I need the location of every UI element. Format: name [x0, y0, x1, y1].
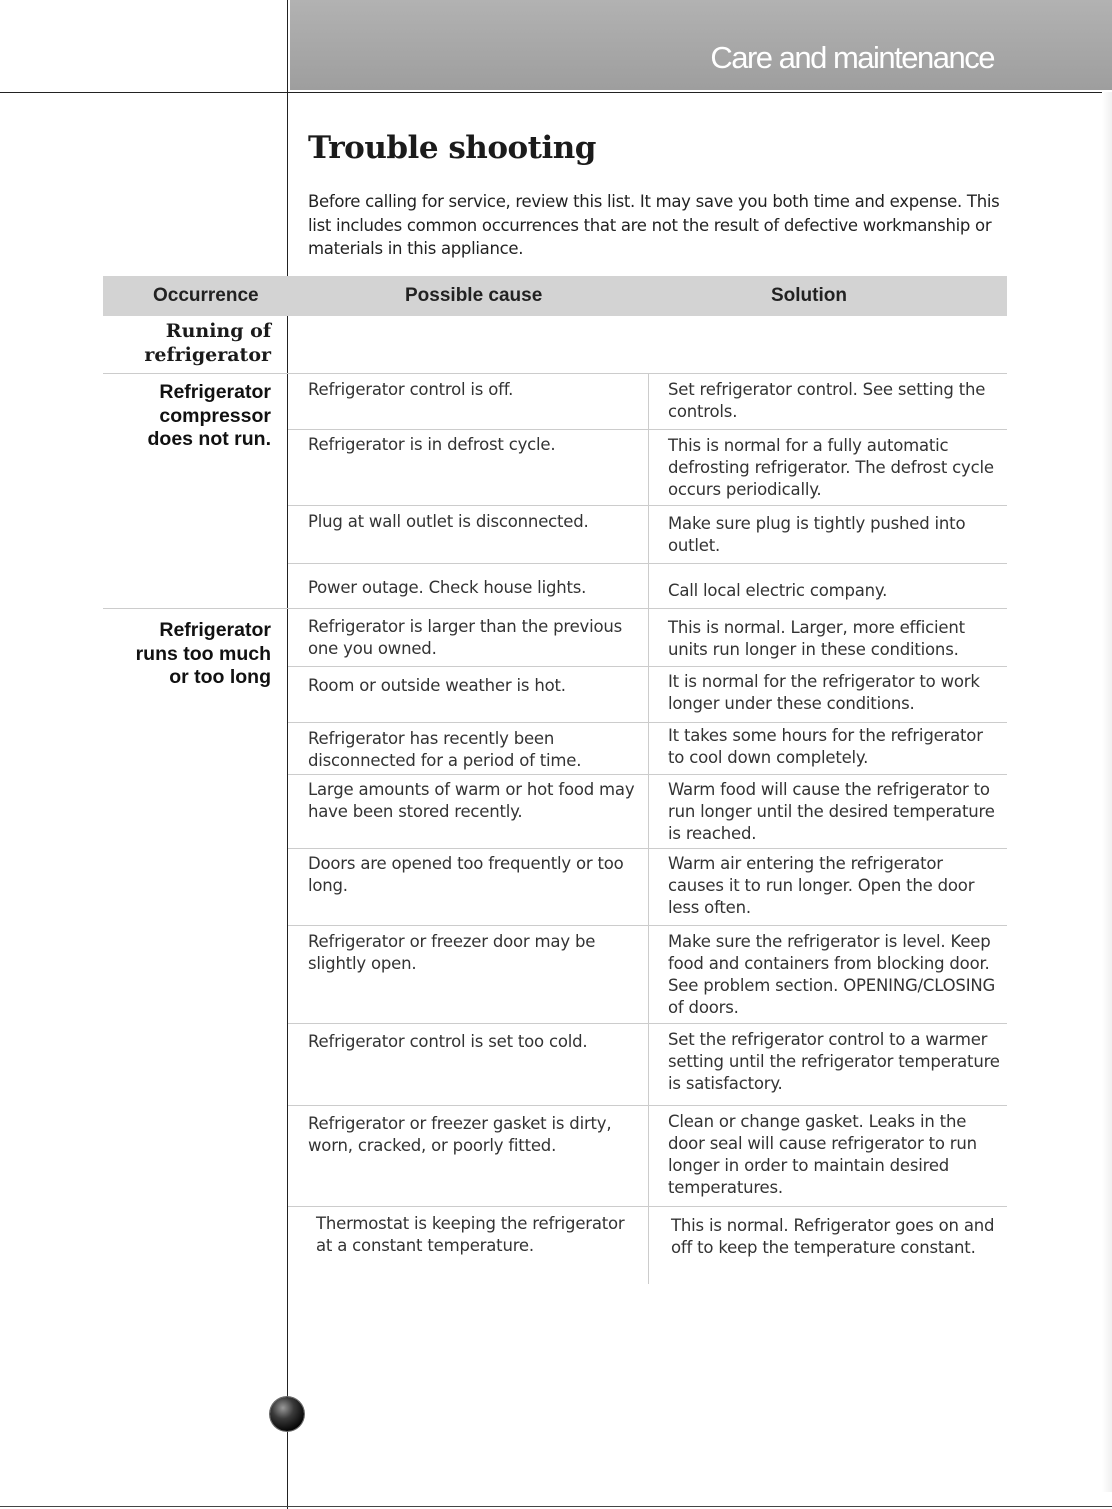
header-possible-cause: Possible cause	[405, 285, 543, 306]
section-label: Runing of refrigerator	[144, 320, 271, 366]
page-title: Trouble shooting	[308, 130, 596, 166]
table-row-cause: Room or outside weather is hot.	[308, 676, 566, 695]
row-separator	[288, 666, 1007, 667]
table-row-cause: Thermostat is keeping the refrigerator at a constant temperature.	[316, 1214, 625, 1255]
table-row-solution: Clean or change gasket. Leaks in the door seal will cause refrigerator to run longer in order to maintain desired temperatures.	[668, 1112, 977, 1197]
table-row-cause: Refrigerator has recently been disconnected for a period of time.	[308, 729, 582, 770]
row-separator	[288, 505, 1007, 506]
table-row-solution: Call local electric company.	[668, 581, 888, 600]
table-row-solution: Warm air entering the refrigerator causes it to run longer. Open the door less often.	[668, 854, 975, 917]
page-marker-dot	[270, 1397, 304, 1431]
table-row-cause: Refrigerator or freezer door may be slightly open.	[308, 932, 596, 973]
table-row-solution: This is normal. Larger, more efficient units run longer in these conditions.	[668, 618, 965, 659]
row-separator	[288, 925, 1007, 926]
row-separator	[288, 774, 1007, 775]
table-row-solution: Set the refrigerator control to a warmer setting until the refrigerator temperature is satisfactory.	[668, 1030, 1000, 1093]
bottom-rule	[0, 1506, 1112, 1507]
intro-paragraph: Before calling for service, review this list. It may save you both time and expense. This list includes common occurrences that are not the result of defective workmanship or materials in this appliance.	[308, 192, 1000, 258]
row-separator	[288, 848, 1007, 849]
top-rule	[0, 92, 1112, 93]
table-row-cause: Doors are opened too frequently or too long.	[308, 854, 624, 895]
occurrence-runs-too-long: Refrigerator runs too much or too long	[135, 619, 271, 688]
table-row-solution: Set refrigerator control. See setting the controls.	[668, 380, 986, 421]
header-solution: Solution	[771, 285, 847, 306]
column-divider	[648, 374, 649, 1284]
table-row-cause: Refrigerator is larger than the previous one you owned.	[308, 617, 623, 658]
table-row-cause: Power outage. Check house lights.	[308, 578, 587, 597]
table-row-cause: Refrigerator control is off.	[308, 380, 514, 399]
table-row-solution: Make sure plug is tightly pushed into outlet.	[668, 514, 966, 555]
row-separator	[103, 373, 1007, 374]
table-row-solution: It takes some hours for the refrigerator to cool down completely.	[668, 726, 983, 767]
table-row-solution: Make sure the refrigerator is level. Keep food and containers from blocking door. See problem section. OPENING/CLOSING of doors.	[668, 932, 996, 1017]
table-row-solution: This is normal for a fully automatic defrosting refrigerator. The defrost cycle occurs periodically.	[668, 436, 994, 499]
header-band	[290, 0, 1112, 90]
row-separator	[288, 1105, 1007, 1106]
row-separator	[288, 429, 1007, 430]
section-title: Care and maintenance	[710, 40, 994, 75]
table-header	[103, 276, 1007, 316]
table-row-cause: Refrigerator or freezer gasket is dirty, worn, cracked, or poorly fitted.	[308, 1114, 612, 1155]
header-occurrence: Occurrence	[153, 285, 259, 306]
table-row-solution: This is normal. Refrigerator goes on and off to keep the temperature constant.	[671, 1216, 995, 1257]
table-row-solution: It is normal for the refrigerator to work longer under these conditions.	[668, 672, 980, 713]
table-row-cause: Plug at wall outlet is disconnected.	[308, 512, 589, 531]
page-edge-shadow	[1102, 92, 1112, 1492]
row-separator	[103, 608, 1007, 609]
table-row-cause: Refrigerator is in defrost cycle.	[308, 435, 556, 454]
row-separator	[288, 563, 1007, 564]
table-row-solution: Warm food will cause the refrigerator to run longer until the desired temperature is reached.	[668, 780, 995, 843]
row-separator	[288, 1023, 1007, 1024]
table-row-cause: Large amounts of warm or hot food may have been stored recently.	[308, 780, 635, 821]
table-row-cause: Refrigerator control is set too cold.	[308, 1032, 588, 1051]
row-separator	[288, 722, 1007, 723]
occurrence-compressor-not-running: Refrigerator compressor does not run.	[147, 381, 271, 450]
row-separator	[288, 1206, 1007, 1207]
margin-rule	[287, 0, 288, 1509]
